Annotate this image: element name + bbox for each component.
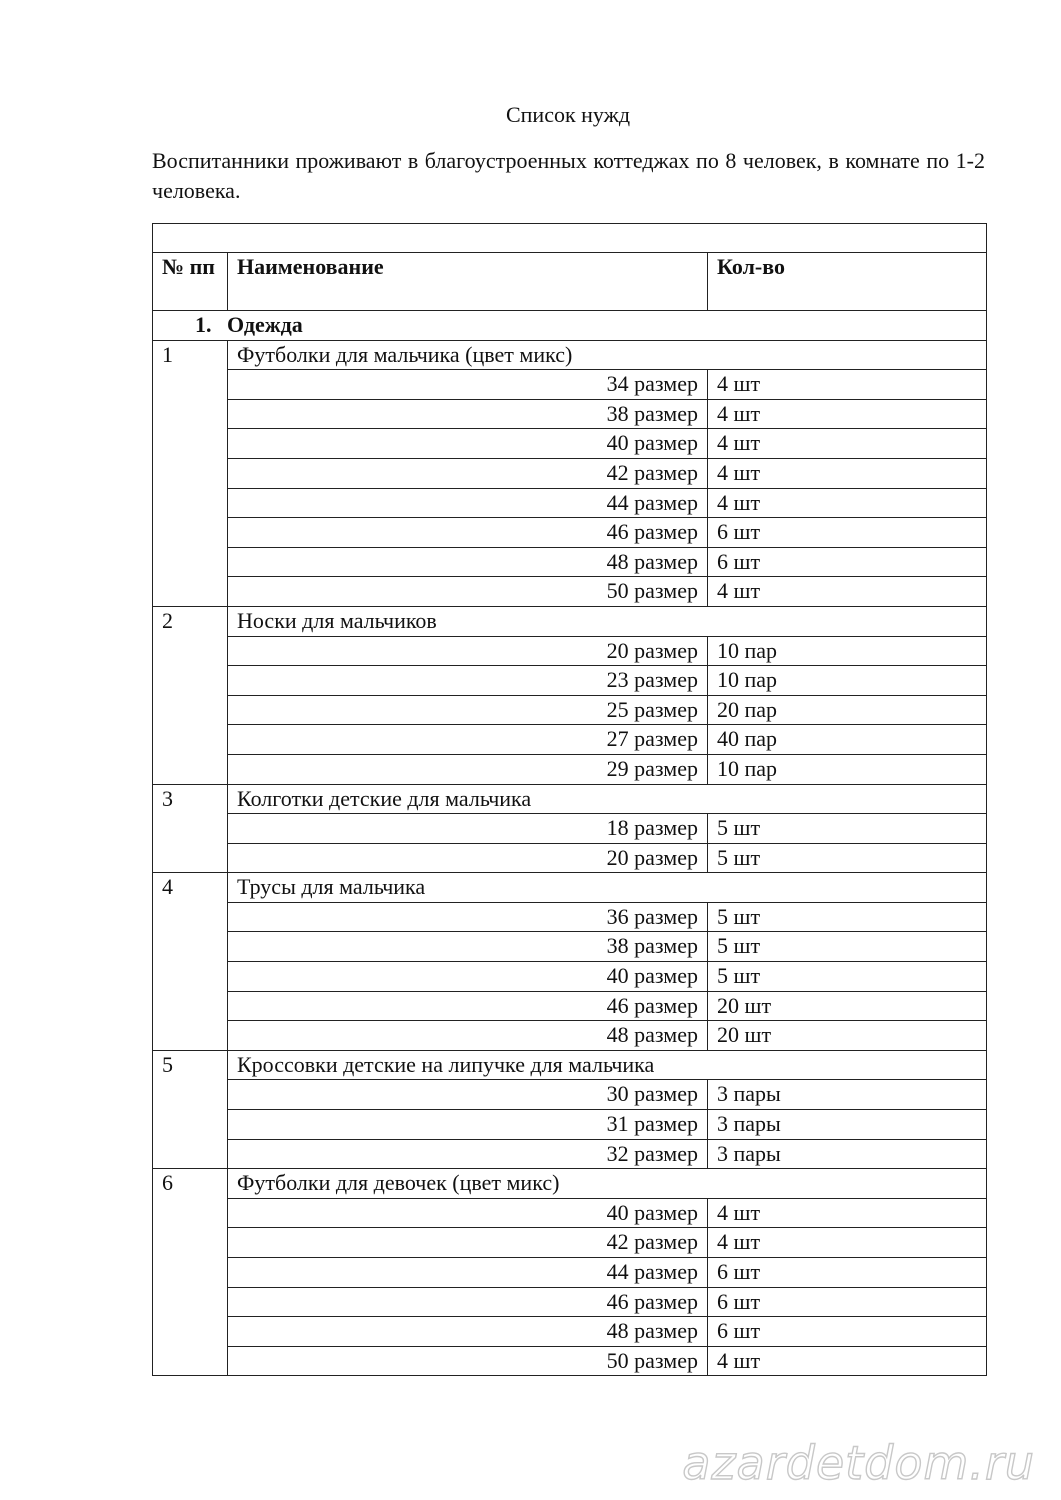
quantity-cell: 4 шт	[708, 1198, 987, 1228]
size-row	[153, 458, 987, 488]
size-cell: 48 размер	[228, 547, 708, 577]
item-number: 5	[153, 1050, 228, 1168]
header-qty: Кол-во	[708, 253, 987, 311]
size-row	[153, 695, 987, 725]
quantity-cell: 4 шт	[708, 370, 987, 400]
item-row	[153, 340, 987, 370]
size-row	[153, 962, 987, 992]
section-title: Одежда	[227, 312, 303, 337]
header-num: № пп	[153, 253, 228, 311]
size-cell: 48 размер	[228, 1317, 708, 1347]
quantity-cell: 6 шт	[708, 1287, 987, 1317]
quantity-cell: 4 шт	[708, 399, 987, 429]
size-cell: 46 размер	[228, 991, 708, 1021]
item-name: Трусы для мальчика	[228, 873, 987, 903]
size-cell: 29 размер	[228, 754, 708, 784]
size-cell: 44 размер	[228, 488, 708, 518]
size-cell: 30 размер	[228, 1080, 708, 1110]
size-row	[153, 488, 987, 518]
quantity-cell: 20 пар	[708, 695, 987, 725]
item-row	[153, 1169, 987, 1199]
item-number: 2	[153, 606, 228, 784]
quantity-cell: 6 шт	[708, 1317, 987, 1347]
section-title-cell	[153, 311, 987, 341]
size-cell: 23 размер	[228, 666, 708, 696]
quantity-cell: 10 пар	[708, 636, 987, 666]
size-cell: 44 размер	[228, 1258, 708, 1288]
item-number: 1	[153, 340, 228, 606]
quantity-cell: 10 пар	[708, 754, 987, 784]
quantity-cell: 5 шт	[708, 962, 987, 992]
size-cell: 38 размер	[228, 932, 708, 962]
size-cell: 40 размер	[228, 429, 708, 459]
size-row	[153, 429, 987, 459]
quantity-cell: 5 шт	[708, 814, 987, 844]
size-row	[153, 1198, 987, 1228]
size-cell: 27 размер	[228, 725, 708, 755]
size-row	[153, 577, 987, 607]
size-cell: 46 размер	[228, 1287, 708, 1317]
size-row	[153, 902, 987, 932]
size-cell: 40 размер	[228, 962, 708, 992]
intro-paragraph: Воспитанники проживают в благоустроенных коттеджах по 8 человек, в комнате по 1-2 человека.	[152, 148, 985, 203]
quantity-cell: 4 шт	[708, 458, 987, 488]
size-row	[153, 932, 987, 962]
item-name: Носки для мальчиков	[228, 606, 987, 636]
size-row	[153, 843, 987, 873]
quantity-cell: 5 шт	[708, 932, 987, 962]
item-row	[153, 873, 987, 903]
quantity-cell: 4 шт	[708, 488, 987, 518]
section-row	[153, 311, 987, 341]
size-row	[153, 370, 987, 400]
watermark: azardetdom.ru	[682, 1436, 1035, 1490]
size-row	[153, 1228, 987, 1258]
size-row	[153, 1287, 987, 1317]
empty-cell	[153, 224, 987, 253]
document-title: Список нужд	[505, 102, 631, 127]
quantity-cell: 5 шт	[708, 902, 987, 932]
quantity-cell: 5 шт	[708, 843, 987, 873]
quantity-cell: 6 шт	[708, 547, 987, 577]
quantity-cell: 6 шт	[708, 1258, 987, 1288]
size-row	[153, 399, 987, 429]
needs-table	[152, 223, 987, 1376]
size-cell: 50 размер	[228, 1346, 708, 1376]
quantity-cell: 6 шт	[708, 518, 987, 548]
size-cell: 42 размер	[228, 1228, 708, 1258]
quantity-cell: 4 шт	[708, 1228, 987, 1258]
quantity-cell: 40 пар	[708, 725, 987, 755]
size-cell: 20 размер	[228, 636, 708, 666]
item-row	[153, 784, 987, 814]
size-cell: 32 размер	[228, 1139, 708, 1169]
size-row	[153, 636, 987, 666]
size-row	[153, 1317, 987, 1347]
item-number: 6	[153, 1169, 228, 1376]
item-name: Футболки для девочек (цвет микс)	[228, 1169, 987, 1199]
item-number: 3	[153, 784, 228, 873]
size-row	[153, 754, 987, 784]
size-cell: 31 размер	[228, 1110, 708, 1140]
empty-header-row	[153, 224, 987, 253]
size-cell: 18 размер	[228, 814, 708, 844]
size-row	[153, 1021, 987, 1051]
size-row	[153, 666, 987, 696]
size-row	[153, 1258, 987, 1288]
quantity-cell: 4 шт	[708, 429, 987, 459]
quantity-cell: 3 пары	[708, 1139, 987, 1169]
quantity-cell: 10 пар	[708, 666, 987, 696]
quantity-cell: 3 пары	[708, 1080, 987, 1110]
size-row	[153, 725, 987, 755]
quantity-cell: 4 шт	[708, 577, 987, 607]
quantity-cell: 3 пары	[708, 1110, 987, 1140]
size-row	[153, 814, 987, 844]
item-name: Кроссовки детские на липучке для мальчика	[228, 1050, 987, 1080]
size-cell: 25 размер	[228, 695, 708, 725]
header-name: Наименование	[228, 253, 708, 311]
quantity-cell: 20 шт	[708, 1021, 987, 1051]
size-cell: 38 размер	[228, 399, 708, 429]
size-cell: 48 размер	[228, 1021, 708, 1051]
size-cell: 34 размер	[228, 370, 708, 400]
size-row	[153, 1110, 987, 1140]
item-number: 4	[153, 873, 228, 1051]
size-row	[153, 518, 987, 548]
item-name: Колготки детские для мальчика	[228, 784, 987, 814]
size-cell: 42 размер	[228, 458, 708, 488]
item-row	[153, 606, 987, 636]
size-row	[153, 1139, 987, 1169]
size-row	[153, 1080, 987, 1110]
size-row	[153, 547, 987, 577]
quantity-cell: 4 шт	[708, 1346, 987, 1376]
size-cell: 36 размер	[228, 902, 708, 932]
size-cell: 46 размер	[228, 518, 708, 548]
section-number: 1.	[195, 312, 212, 337]
item-name: Футболки для мальчика (цвет микс)	[228, 340, 987, 370]
size-cell: 40 размер	[228, 1198, 708, 1228]
size-cell: 50 размер	[228, 577, 708, 607]
size-row	[153, 991, 987, 1021]
size-row	[153, 1346, 987, 1376]
size-cell: 20 размер	[228, 843, 708, 873]
quantity-cell: 20 шт	[708, 991, 987, 1021]
header-row	[153, 253, 987, 311]
item-row	[153, 1050, 987, 1080]
